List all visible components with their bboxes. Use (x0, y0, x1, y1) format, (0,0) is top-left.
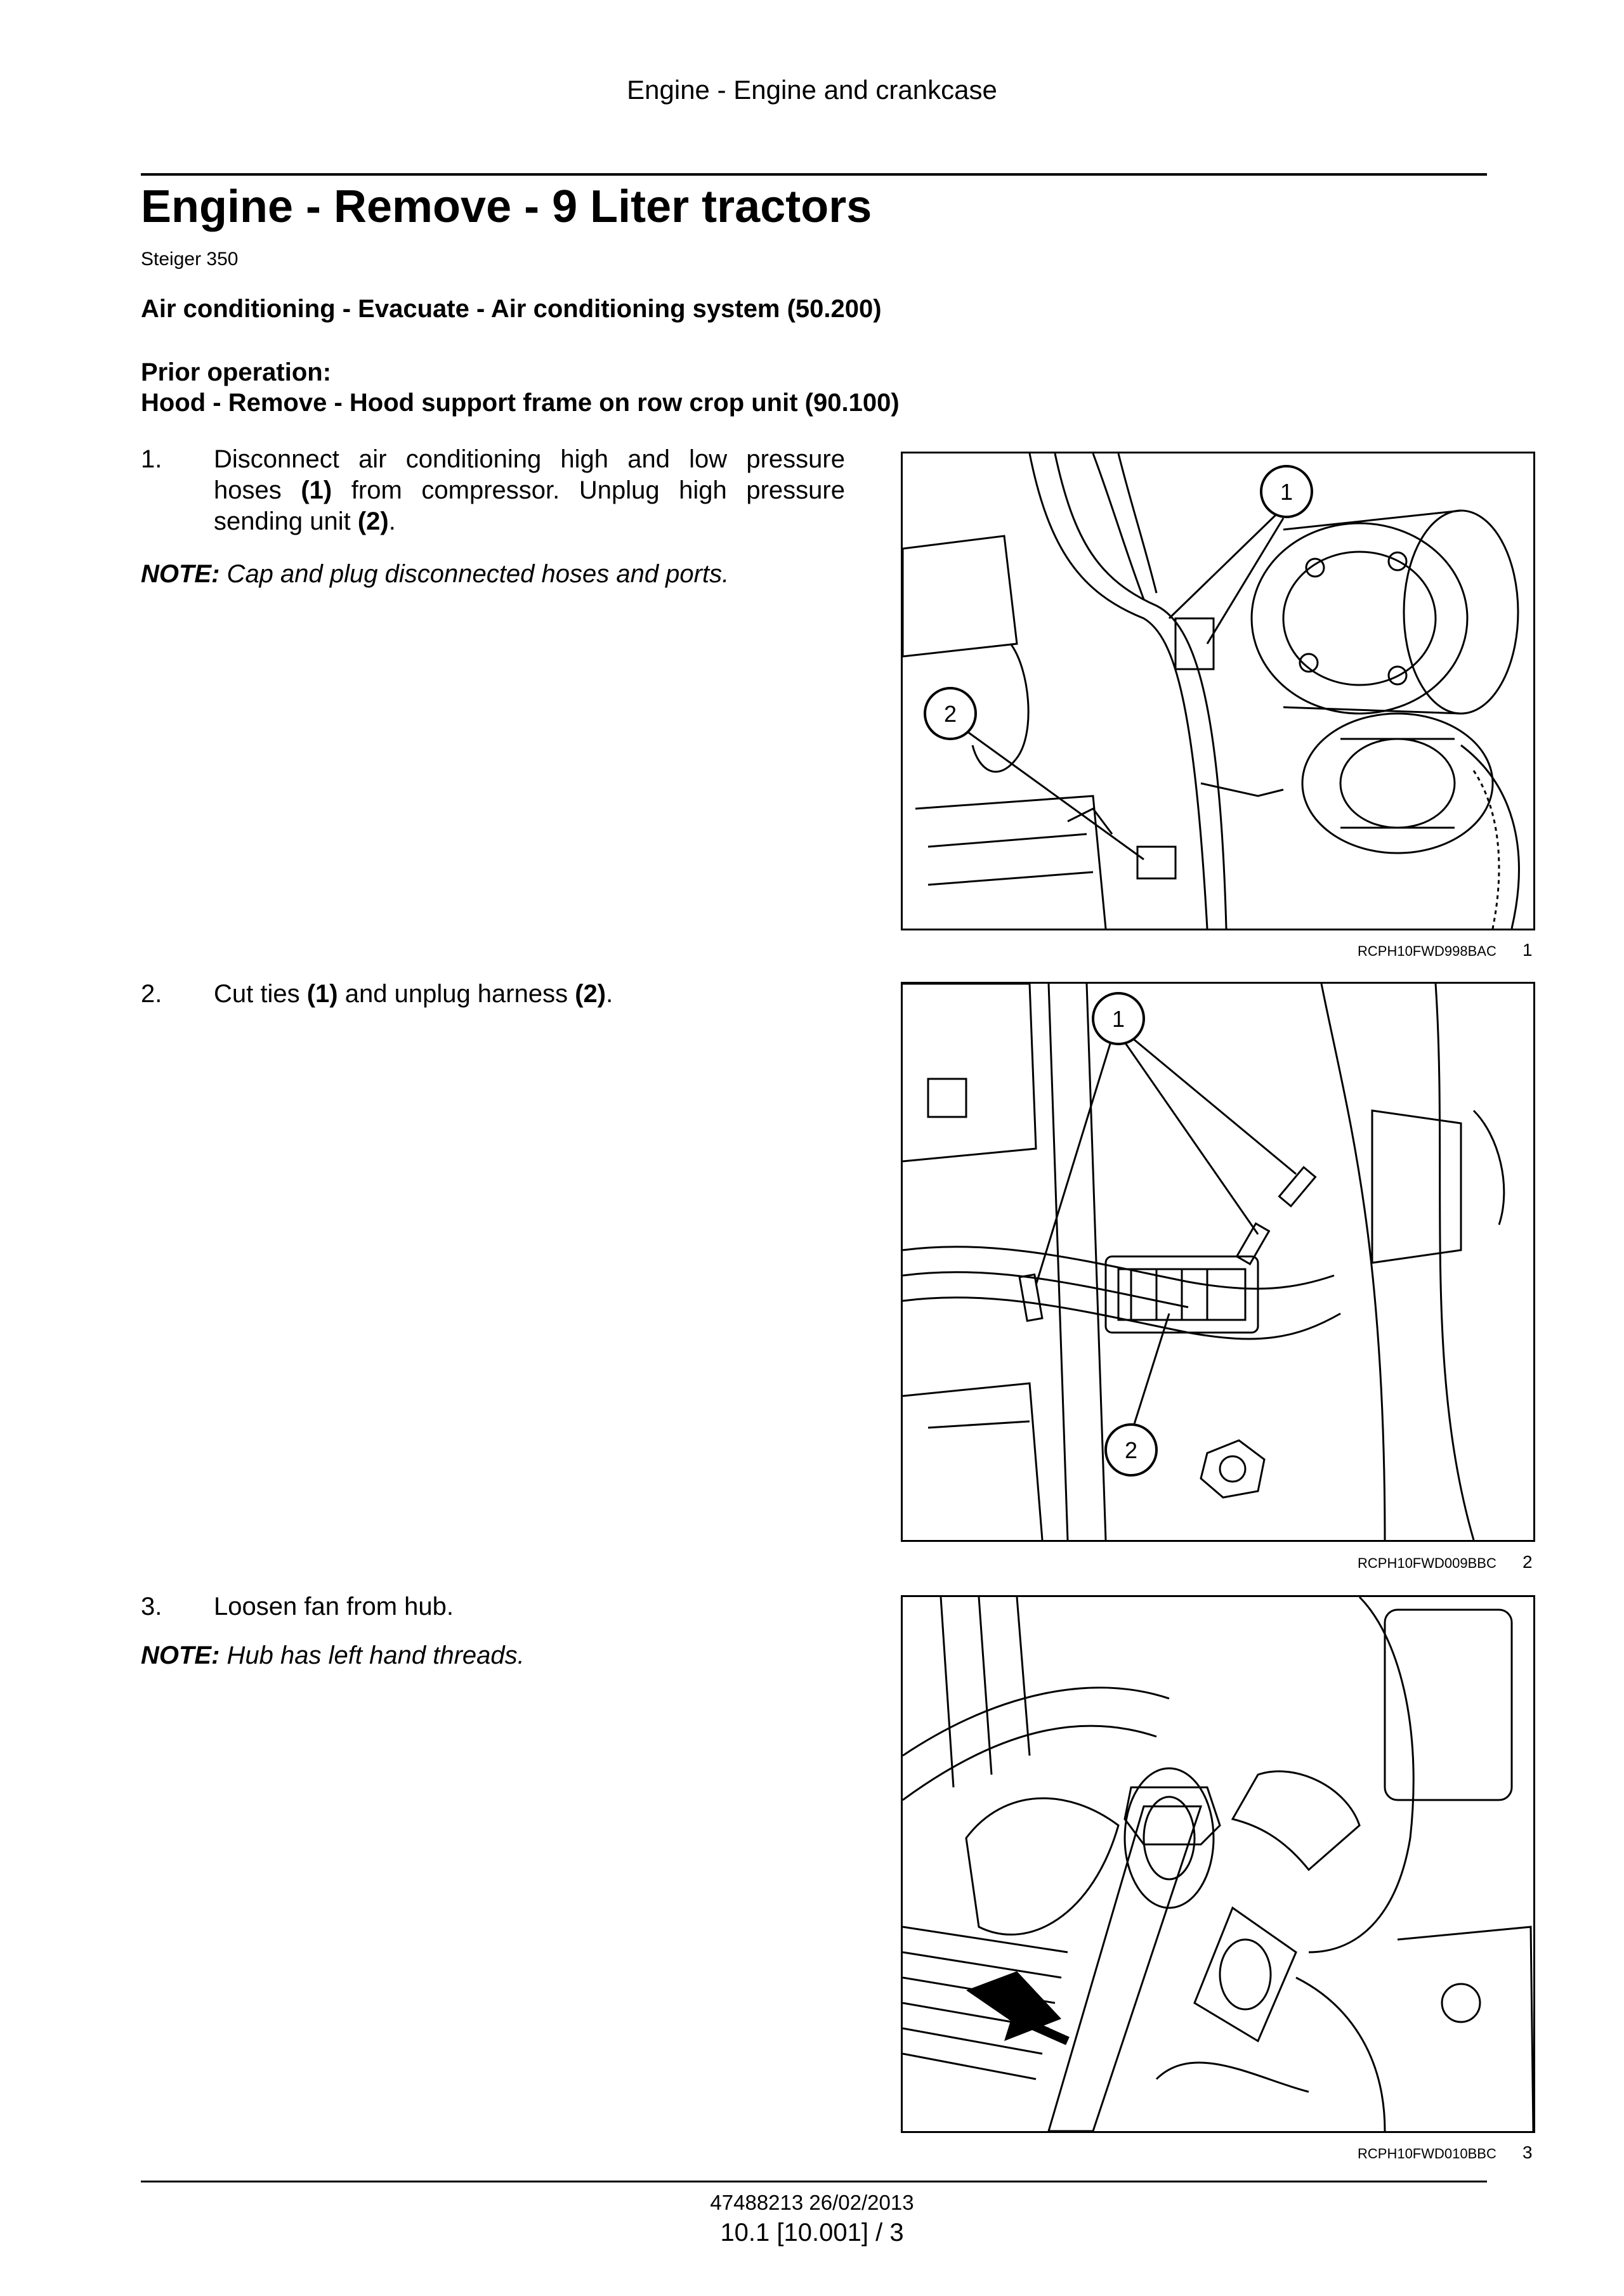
svg-text:1: 1 (1280, 479, 1293, 505)
figure-3-reference: RCPH10FWD010BBC (1358, 2146, 1496, 2162)
figure-1 (901, 452, 1535, 930)
step-number: 1. (141, 445, 162, 473)
header-rule (141, 173, 1487, 176)
figure-2 (901, 982, 1535, 1542)
figure-3 (901, 1595, 1535, 2133)
figure-1-illustration (903, 453, 1533, 929)
callout-1 (1093, 993, 1144, 1044)
step-3 (141, 1591, 845, 1622)
prior-operation-label: Prior operation: (141, 358, 332, 386)
document-id: 47488213 26/02/2013 (710, 2191, 914, 2214)
page-number: 10.1 [10.001] / 3 (720, 2219, 904, 2247)
figure-3-illustration (903, 1597, 1533, 2131)
section-reference: Air conditioning - Evacuate - Air conditioning system (50.200) (141, 295, 882, 323)
step-text: Loosen fan from hub. (214, 1593, 454, 1621)
figure-1-number: 1 (1522, 940, 1533, 960)
step-2 (141, 979, 845, 1010)
figure-2-number: 2 (1522, 1552, 1533, 1572)
step-text: Cut ties (1) and unplug harness (2). (214, 980, 613, 1008)
running-header: Engine - Engine and crankcase (627, 75, 997, 105)
page-title: Engine - Remove - 9 Liter tractors (141, 181, 872, 232)
step-number: 3. (141, 1593, 162, 1621)
step-3-note: NOTE: Hub has left hand threads. (141, 1641, 525, 1669)
callout-2 (925, 688, 976, 739)
svg-text:2: 2 (1124, 1437, 1138, 1463)
footer-rule (141, 2181, 1487, 2182)
step-1 (141, 444, 845, 537)
callout-1 (1261, 466, 1312, 517)
figure-1-reference: RCPH10FWD998BAC (1358, 943, 1496, 959)
step-1-note: NOTE: Cap and plug disconnected hoses and ports. (141, 560, 730, 588)
prior-operation: Hood - Remove - Hood support frame on row crop unit (90.100) (141, 389, 900, 417)
svg-text:1: 1 (1111, 1006, 1125, 1032)
svg-text:2: 2 (943, 701, 957, 727)
callout-2 (1106, 1425, 1156, 1475)
figure-3-number: 3 (1522, 2143, 1533, 2162)
figure-2-reference: RCPH10FWD009BBC (1358, 1555, 1496, 1571)
figure-2-illustration (903, 984, 1533, 1540)
step-number: 2. (141, 980, 162, 1008)
step-text: Disconnect air conditioning high and low pressure hoses (1) from compressor. Unplug high pressure sending unit (2). (214, 445, 845, 535)
model-label: Steiger 350 (141, 249, 239, 270)
